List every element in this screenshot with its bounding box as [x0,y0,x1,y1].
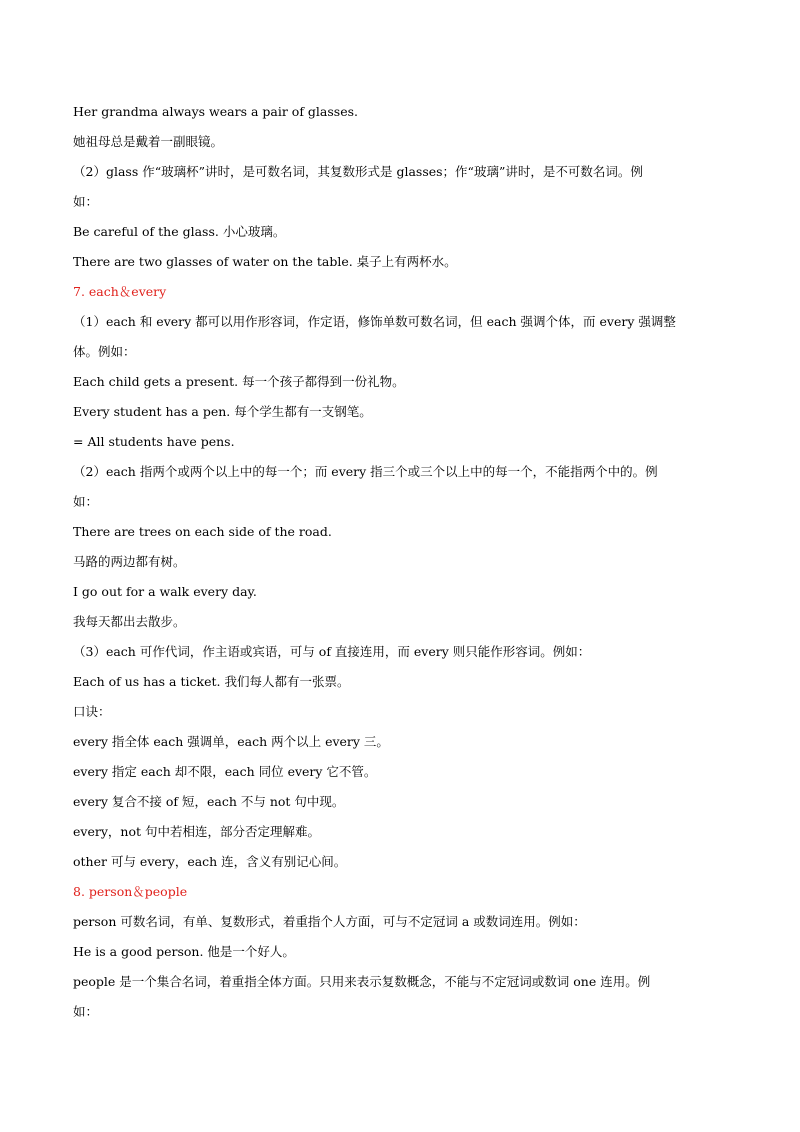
example-sentence: Be careful of the glass. 小心玻璃。 [73,224,286,239]
section-heading-each-every: 7. each＆every [73,284,167,299]
explanation-paragraph: （2）glass 作“玻璃杯”讲时，是可数名词，其复数形式是 glasses；作“玻璃”讲时，是不可数名词。例 [73,164,643,179]
example-sentence: = All students have pens. [73,434,235,449]
mnemonic-line: every 复合不接 of 短，each 不与 not 句中现。 [73,794,345,809]
example-sentence: He is a good person. 他是一个好人。 [73,944,295,959]
explanation-paragraph: person 可数名词，有单、复数形式，着重指个人方面，可与不定冠词 a 或数词连用。例如： [73,914,586,929]
explanation-paragraph-continued: 如： [73,194,99,209]
explanation-paragraph: （2）each 指两个或两个以上中的每一个；而 every 指三个或三个以上中的每一个，不能指两个中的。例 [73,464,658,479]
example-translation: 我每天都出去散步。 [73,614,186,629]
explanation-paragraph: （1）each 和 every 都可以用作形容词，作定语，修饰单数可数名词，但 each 强调个体，而 every 强调整 [73,314,676,329]
example-translation: 马路的两边都有树。 [73,554,186,569]
example-sentence: Her grandma always wears a pair of glasses. [73,104,358,119]
example-sentence: There are trees on each side of the road. [73,524,332,539]
mnemonic-line: other 可与 every，each 连，含义有别记心间。 [73,854,347,869]
mnemonic-line: every，not 句中若相连，部分否定理解难。 [73,824,320,839]
mnemonic-line: every 指全体 each 强调单，each 两个以上 every 三。 [73,734,389,749]
example-sentence: I go out for a walk every day. [73,584,257,599]
explanation-paragraph: people 是一个集合名词，着重指全体方面。只用来表示复数概念，不能与不定冠词或数词 one 连用。例 [73,974,651,989]
example-sentence: There are two glasses of water on the table. 桌子上有两杯水。 [73,254,457,269]
example-translation: 她祖母总是戴着一副眼镜。 [73,134,224,149]
mnemonic-label: 口诀： [73,704,111,719]
example-sentence: Each child gets a present. 每一个孩子都得到一份礼物。 [73,374,405,389]
example-sentence: Every student has a pen. 每个学生都有一支钢笔。 [73,404,372,419]
section-heading-person-people: 8. person＆people [73,884,188,899]
explanation-paragraph-continued: 如： [73,1004,99,1019]
document-body [73,97,730,1027]
explanation-paragraph-continued: 体。例如： [73,344,136,359]
explanation-paragraph-continued: 如： [73,494,99,509]
example-sentence: Each of us has a ticket. 我们每人都有一张票。 [73,674,350,689]
explanation-paragraph: （3）each 可作代词，作主语或宾语，可与 of 直接连用，而 every 则只能作形容词。例如： [73,644,591,659]
mnemonic-line: every 指定 each 却不限，each 同位 every 它不管。 [73,764,377,779]
